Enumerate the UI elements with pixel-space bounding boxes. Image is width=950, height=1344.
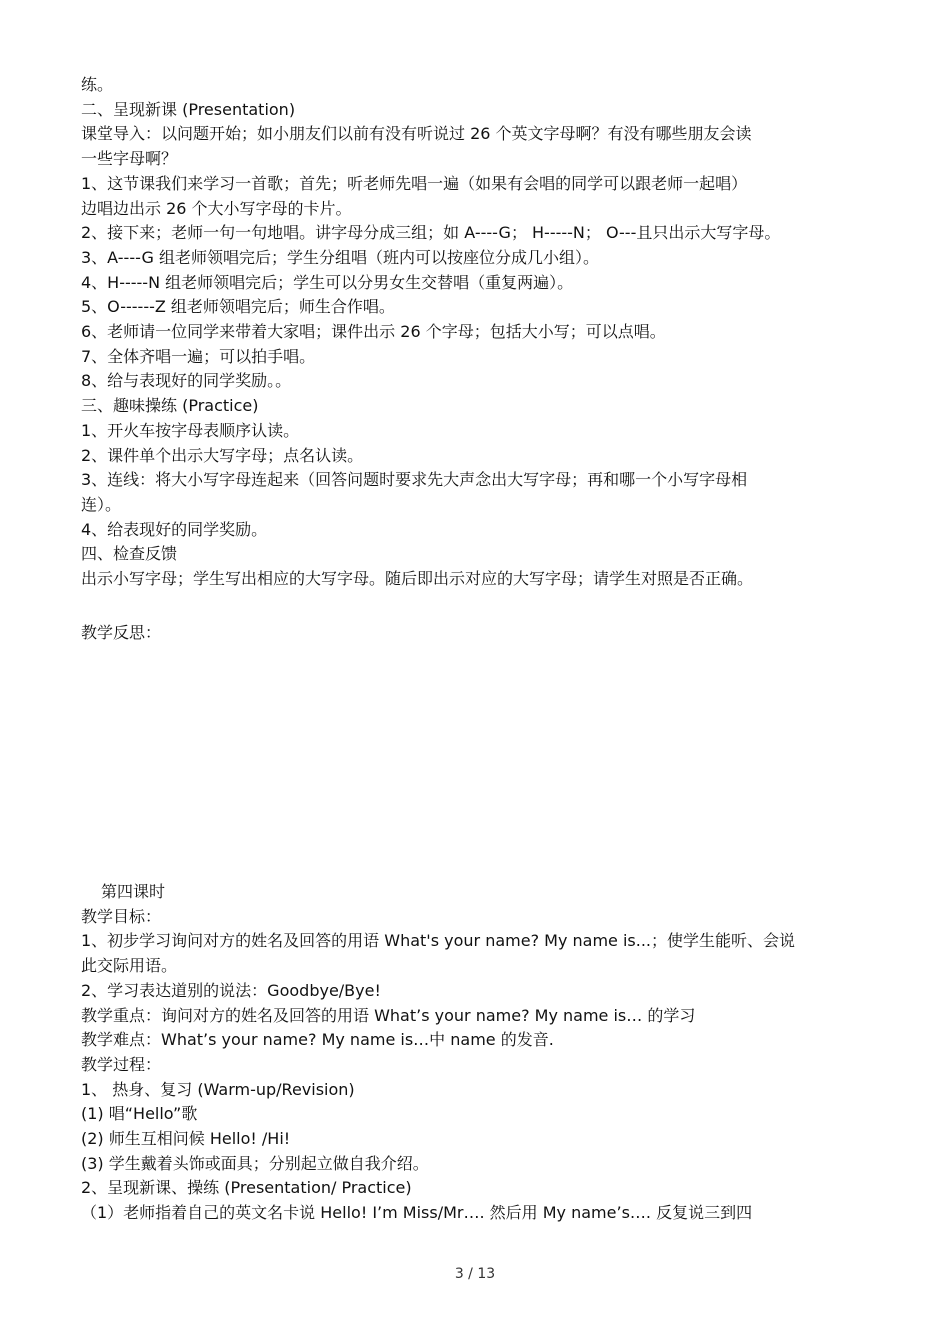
text-line: 7、全体齐唱一遍；可以拍手唱。 <box>81 346 316 366</box>
lesson-title: 第四课时 <box>101 882 166 901</box>
page-number: 3 / 13 <box>454 1266 496 1282</box>
text-line: 2、学习表达道别的说法：Goodbye/Bye! <box>81 980 381 1000</box>
text-line: (2) 师生互相问候 Hello! /Hi! <box>81 1129 291 1149</box>
text-line: 4、给表现好的同学奖励。 <box>81 519 268 539</box>
text-line: 4、H-----N 组老师领唱完后；学生可以分男女生交替唱（重复两遍）。 <box>81 272 574 292</box>
section-heading-presentation: 二、呈现新课 (Presentation) <box>81 99 296 119</box>
text-line: 教学过程： <box>81 1054 162 1074</box>
text-line: 8、给与表现好的同学奖励。。 <box>81 371 292 391</box>
reflection-label: 教学反思： <box>81 623 162 642</box>
text-line: 1、这节课我们来学习一首歌；首先；听老师先唱一遍（如果有会唱的同学可以跟老师一起唱） <box>81 173 748 193</box>
text-line: 一些字母啊？ <box>81 149 178 169</box>
text-line: 课堂导入：以问题开始；如小朋友们以前有没有听说过 26 个英文字母啊？有没有哪些朋友会读 <box>81 124 752 144</box>
section-heading-practice: 三、趣味操练 (Practice) <box>81 396 259 416</box>
lesson-four-section <box>81 880 873 1226</box>
text-line: 连）。 <box>81 494 122 514</box>
text-line: （1）老师指着自己的英文名卡说 Hello! I’m Miss/Mr…. 然后用 My name’s…. 反复说三到四 <box>81 1203 753 1223</box>
reflection-section <box>81 621 873 646</box>
text-line: 教学难点：What’s your name? My name is…中 name 的发音. <box>81 1030 554 1050</box>
text-line: 2、呈现新课、操练 (Presentation/ Practice) <box>81 1178 412 1198</box>
text-line: 6、老师请一位同学来带着大家唱；课件出示 26 个字母；包括大小写；可以点唱。 <box>81 322 666 342</box>
section-heading-feedback: 四、检查反馈 <box>81 544 178 564</box>
text-line: 3、连线：将大小写字母连起来（回答问题时要求先大声念出大写字母；再和哪一个小写字母相 <box>81 470 748 490</box>
text-line: 1、 热身、复习 (Warm-up/Revision) <box>81 1079 355 1099</box>
text-line: 5、O------Z 组老师领唱完后；师生合作唱。 <box>81 297 395 317</box>
text-line: 教学重点：询问对方的姓名及回答的用语 What’s your name? My name is… 的学习 <box>81 1005 696 1025</box>
text-line: 教学目标： <box>81 906 162 926</box>
text-line: 2、课件单个出示大写字母；点名认读。 <box>81 445 364 465</box>
text-line: 边唱边出示 26 个大小写字母的卡片。 <box>81 198 352 218</box>
text-line: (1) 唱“Hello”歌 <box>81 1104 198 1124</box>
text-line: 练。 <box>81 75 114 94</box>
text-line: 1、开火车按字母表顺序认读。 <box>81 420 300 440</box>
text-line: 此交际用语。 <box>81 956 178 976</box>
text-line: 出示小写字母；学生写出相应的大写字母。随后即出示对应的大写字母；请学生对照是否正确。 <box>81 569 754 589</box>
lesson-plan-section <box>81 73 873 592</box>
text-line: 2、接下来；老师一句一句地唱。讲字母分成三组；如 A----G； H-----N； O---且只出示大写字母。 <box>81 223 781 243</box>
text-line: 3、A----G 组老师领唱完后；学生分组唱（班内可以按座位分成几小组）。 <box>81 247 599 267</box>
text-line: 1、初步学习询问对方的姓名及回答的用语 What's your name? My name is...；使学生能听、会说 <box>81 931 796 951</box>
text-line: (3) 学生戴着头饰或面具；分别起立做自我介绍。 <box>81 1153 429 1173</box>
